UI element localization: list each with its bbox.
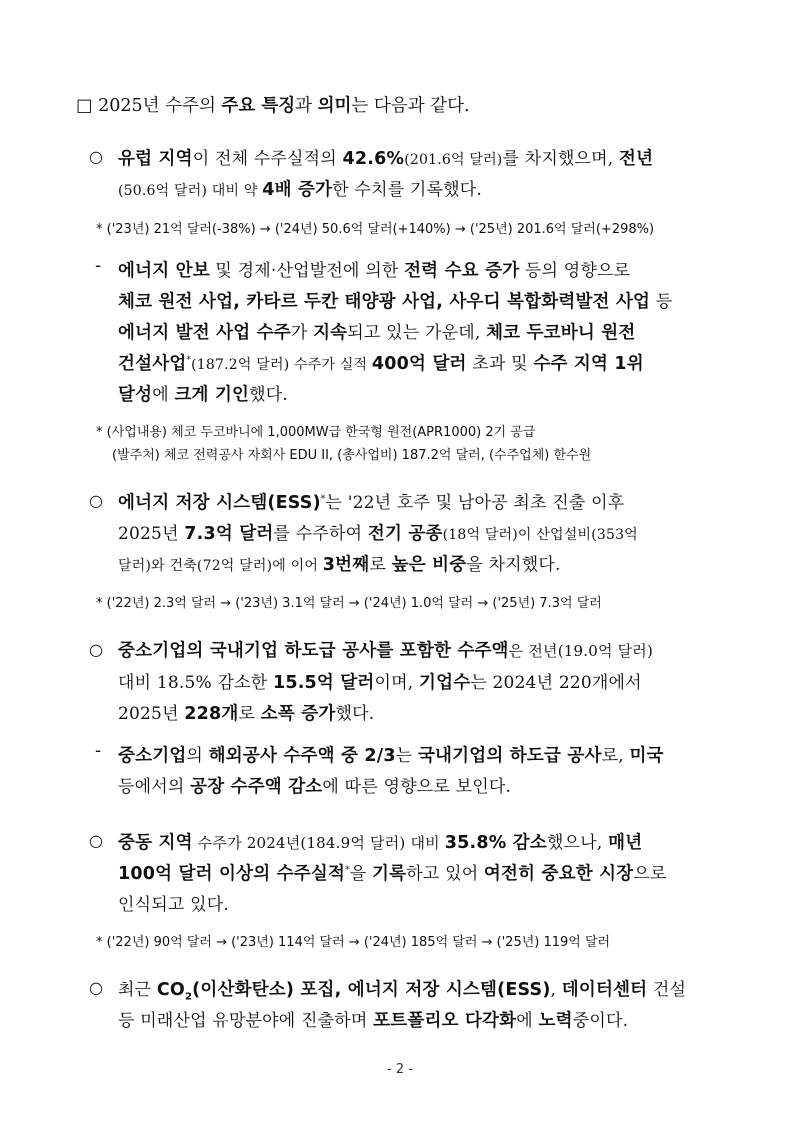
dash-bullet-icon: -: [95, 741, 102, 761]
dash-bullet-icon: -: [95, 256, 102, 276]
paragraph-line: 대비 18.5% 감소한 15.5억 달러이며, 기업수는 2024년 220개에서: [118, 673, 642, 693]
paragraph-line: 중동 지역 수주가 2024년(184.9억 달러) 대비 35.8% 감소했으나, 매년: [118, 833, 643, 853]
paragraph-line: 2025년 7.3억 달러를 수주하여 전기 공종(18억 달러)이 산업설비(353억: [118, 524, 638, 544]
paragraph-line: 달성에 크게 기인했다.: [118, 385, 289, 405]
footnote: * ('22년) 90억 달러 → ('23년) 114억 달러 → ('24년) 185억 달러 → ('25년) 119억 달러: [96, 935, 611, 950]
paragraph-line: 건설사업*(187.2억 달러) 수주가 실적 400억 달러 초과 및 수주 지역 1위: [118, 354, 644, 374]
paragraph-line: 2025년 228개로 소폭 증가했다.: [118, 704, 375, 724]
circle-bullet-icon: ○: [89, 978, 103, 997]
paragraph-line: 에너지 발전 사업 수주가 지속되고 있는 가운데, 체코 두코바니 원전: [118, 323, 636, 343]
paragraph-line: 에너지 안보 및 경제·산업발전에 의한 전력 수요 증가 등의 영향으로: [118, 261, 631, 281]
paragraph-line: 유럽 지역이 전체 수주실적의 42.6%(201.6억 달러)를 차지했으며, 전년: [118, 149, 654, 169]
paragraph-line: 달러)와 건축(72억 달러)에 이어 3번째로 높은 비중을 차지했다.: [118, 555, 561, 575]
page-number: - 2 -: [387, 1062, 413, 1077]
circle-bullet-icon: ○: [89, 640, 103, 659]
circle-bullet-icon: ○: [89, 491, 103, 510]
circle-bullet-icon: ○: [89, 831, 103, 850]
footnote: * ('23년) 21억 달러(-38%) → ('24년) 50.6억 달러(+140%) → ('25년) 201.6억 달러(+298%): [96, 222, 655, 237]
section-heading: □ 2025년 수주의 주요 특징과 의미는 다음과 같다.: [76, 96, 470, 116]
paragraph-line: 최근 $CO_2$(이산화탄소) 포집, 에너지 저장 시스템(ESS), 데이터센터 건설: [118, 980, 687, 1003]
paragraph-line: 체코 원전 사업, 카타르 두칸 태양광 사업, 사우디 복합화력발전 사업 등: [118, 292, 673, 312]
paragraph-line: 중소기업의 국내기업 하도급 공사를 포함한 수주액은 전년(19.0억 달러): [118, 641, 654, 661]
paragraph-line: (50.6억 달러) 대비 약 4배 증가한 수치를 기록했다.: [118, 180, 483, 200]
footnote: * ('22년) 2.3억 달러 → ('23년) 3.1억 달러 → ('24년) 1.0억 달러 → ('25년) 7.3억 달러: [96, 596, 602, 611]
paragraph-line: 등 미래산업 유망분야에 진출하며 포트폴리오 다각화에 노력중이다.: [118, 1011, 629, 1031]
paragraph-line: 중소기업의 해외공사 수주액 중 2/3는 국내기업의 하도급 공사로, 미국: [118, 746, 664, 766]
footnote: * (사업내용) 체코 두코바니에 1,000MW급 한국형 원전(APR1000) 2기 공급: [96, 425, 536, 440]
paragraph-line: 에너지 저장 시스템(ESS)*는 '22년 호주 및 남아공 최초 진출 이후: [118, 493, 625, 513]
paragraph-line: 인식되고 있다.: [118, 895, 229, 915]
checkbox-square-icon: □: [76, 96, 93, 116]
paragraph-line: 100억 달러 이상의 수주실적*을 기록하고 있어 여전히 중요한 시장으로: [118, 864, 667, 884]
circle-bullet-icon: ○: [89, 147, 103, 166]
paragraph-line: 등에서의 공장 수주액 감소에 따른 영향으로 보인다.: [118, 777, 512, 797]
footnote: (발주처) 체코 전력공사 자회사 EDU II, (총사업비) 187.2억 달러, (수주업체) 한수원: [112, 448, 592, 463]
